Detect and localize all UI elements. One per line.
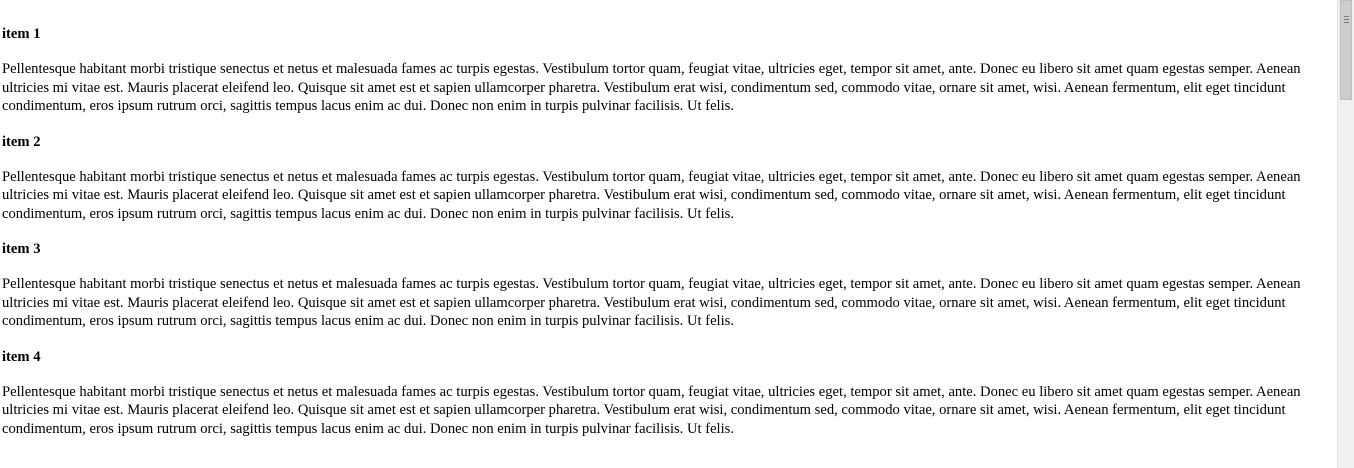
item-body: Pellentesque habitant morbi tristique senectus et netus et malesuada fames ac turpis egestas. Vestibulum tortor quam, feugiat vitae, ultricies eget, tempor sit amet, ante. Donec eu libero sit amet quam egestas semper. Aenean ultricies mi vitae est. Mauris placerat eleifend leo. Quisque sit amet est et sapien ullamcorper pharetra. Vestibulum erat wisi, condimentum sed, commodo vitae, ornare sit amet, wisi. Aenean fermentum, elit eget tincidunt condimentum, eros ipsum rutrum orci, sagittis tempus lacus enim ac dui. Donec non enim in turpis pulvinar facilisis. Ut felis. <box>2 383 1301 437</box>
vertical-scrollbar[interactable] <box>1337 0 1354 468</box>
item-body: Pellentesque habitant morbi tristique senectus et netus et malesuada fames ac turpis egestas. Vestibulum tortor quam, feugiat vitae, ultricies eget, tempor sit amet, ante. Donec eu libero sit amet quam egestas semper. Aenean ultricies mi vitae est. Mauris placerat eleifend leo. Quisque sit amet est et sapien ullamcorper pharetra. Vestibulum erat wisi, condimentum sed, commodo vitae, ornare sit amet, wisi. Aenean fermentum, elit eget tincidunt condimentum, eros ipsum rutrum orci, sagittis tempus lacus enim ac dui. Donec non enim in turpis pulvinar facilisis. Ut felis. <box>2 168 1301 222</box>
item-heading: item 3 <box>2 241 41 257</box>
scrollbar-thumb[interactable] <box>1340 0 1352 100</box>
item-heading: item 2 <box>2 133 41 150</box>
item-section <box>2 134 1333 224</box>
grip-lines-icon <box>1344 16 1349 25</box>
item-body: Pellentesque habitant morbi tristique senectus et netus et malesuada fames ac turpis egestas. Vestibulum tortor quam, feugiat vitae, ultricies eget, tempor sit amet, ante. Donec eu libero sit amet quam egestas semper. Aenean ultricies mi vitae est. Mauris placerat eleifend leo. Quisque sit amet est et sapien ullamcorper pharetra. Vestibulum erat wisi, condimentum sed, commodo vitae, ornare sit amet, wisi. Aenean fermentum, elit eget tincidunt condimentum, eros ipsum rutrum orci, sagittis tempus lacus enim ac dui. Donec non enim in turpis pulvinar facilisis. Ut felis. <box>2 61 1301 114</box>
item-section <box>2 26 1333 116</box>
item-heading: item 4 <box>2 348 41 365</box>
item-heading: item 1 <box>2 26 41 42</box>
item-body: Pellentesque habitant morbi tristique senectus et netus et malesuada fames ac turpis egestas. Vestibulum tortor quam, feugiat vitae, ultricies eget, tempor sit amet, ante. Donec eu libero sit amet quam egestas semper. Aenean ultricies mi vitae est. Mauris placerat eleifend leo. Quisque sit amet est et sapien ullamcorper pharetra. Vestibulum erat wisi, condimentum sed, commodo vitae, ornare sit amet, wisi. Aenean fermentum, elit eget tincidunt condimentum, eros ipsum rutrum orci, sagittis tempus lacus enim ac dui. Donec non enim in turpis pulvinar facilisis. Ut felis. <box>2 276 1301 329</box>
item-section <box>2 349 1333 439</box>
item-section <box>2 241 1333 331</box>
